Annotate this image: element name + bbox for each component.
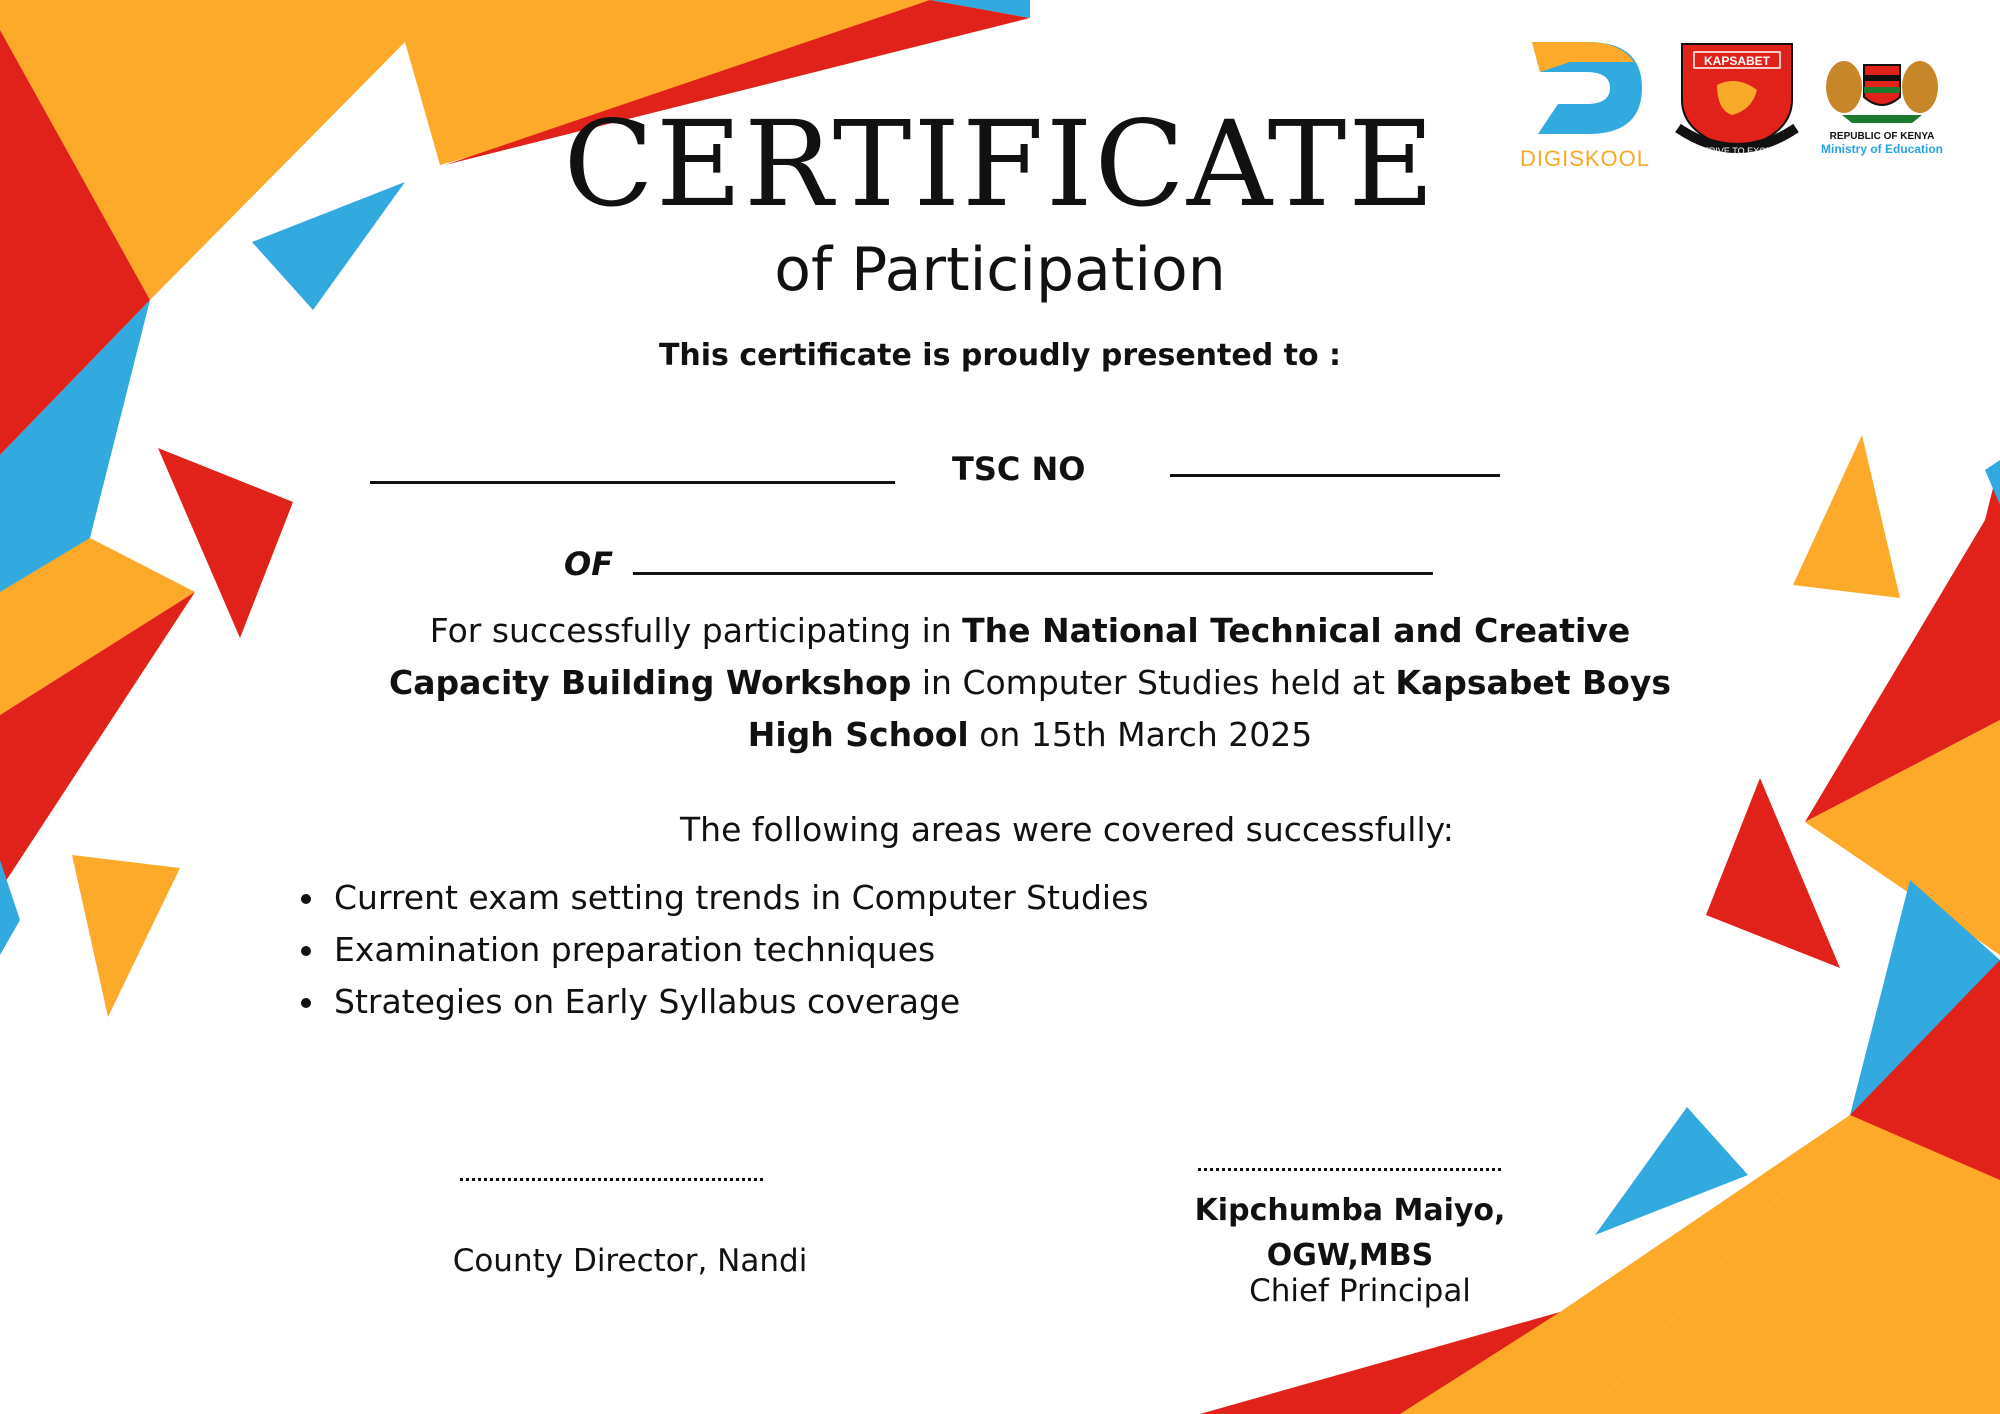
tsc-no-line[interactable]: [1170, 474, 1500, 477]
principal-name-line2: OGW,MBS: [1266, 1238, 1434, 1273]
of-label: OF: [564, 545, 614, 583]
principal-name-line1: Kipchumba Maiyo,: [1194, 1193, 1506, 1228]
list-item: • Strategies on Early Syllabus coverage: [328, 976, 1149, 1028]
list-item: • Current exam setting trends in Computer Studies: [328, 872, 1149, 924]
areas-covered-list: [290, 872, 1149, 1028]
certificate-title: CERTIFICATE: [563, 95, 1437, 233]
institution-line[interactable]: [633, 572, 1433, 575]
workshop-name: The National Technical and Creative Capacity Building Workshop: [389, 611, 1631, 702]
right-signature-line[interactable]: [1198, 1168, 1501, 1171]
statement-text-2: in Computer Studies held at: [911, 663, 1396, 702]
areas-heading: The following areas were covered successfully:: [680, 810, 1454, 849]
republic-of-kenya-text: REPUBLIC OF KENYA: [1829, 131, 1935, 142]
kapsabet-motto: STRIVE TO EXCEL: [1697, 146, 1777, 156]
ministry-of-education-text: Ministry of Education: [1820, 142, 1943, 156]
list-item: • Examination preparation techniques: [328, 924, 1149, 976]
certificate-subtitle: of Participation: [774, 235, 1226, 305]
venue-name: Kapsabet Boys High School: [747, 663, 1671, 754]
chief-principal-title: Chief Principal: [1249, 1273, 1471, 1309]
tsc-no-label: TSC NO: [952, 450, 1086, 488]
recipient-name-line[interactable]: [370, 481, 895, 484]
digiskool-text: DIGISKOOL: [1519, 146, 1651, 171]
county-director-title: County Director, Nandi: [452, 1243, 808, 1279]
statement-date: on 15th March 2025: [968, 715, 1313, 754]
left-signature-line[interactable]: [460, 1178, 763, 1181]
participation-statement: [360, 605, 1700, 761]
presented-to-text: This certificate is proudly presented to :: [658, 338, 1342, 373]
kapsabet-name: KAPSABET: [1703, 54, 1771, 68]
statement-text-1: For successfully participating in: [429, 611, 963, 650]
